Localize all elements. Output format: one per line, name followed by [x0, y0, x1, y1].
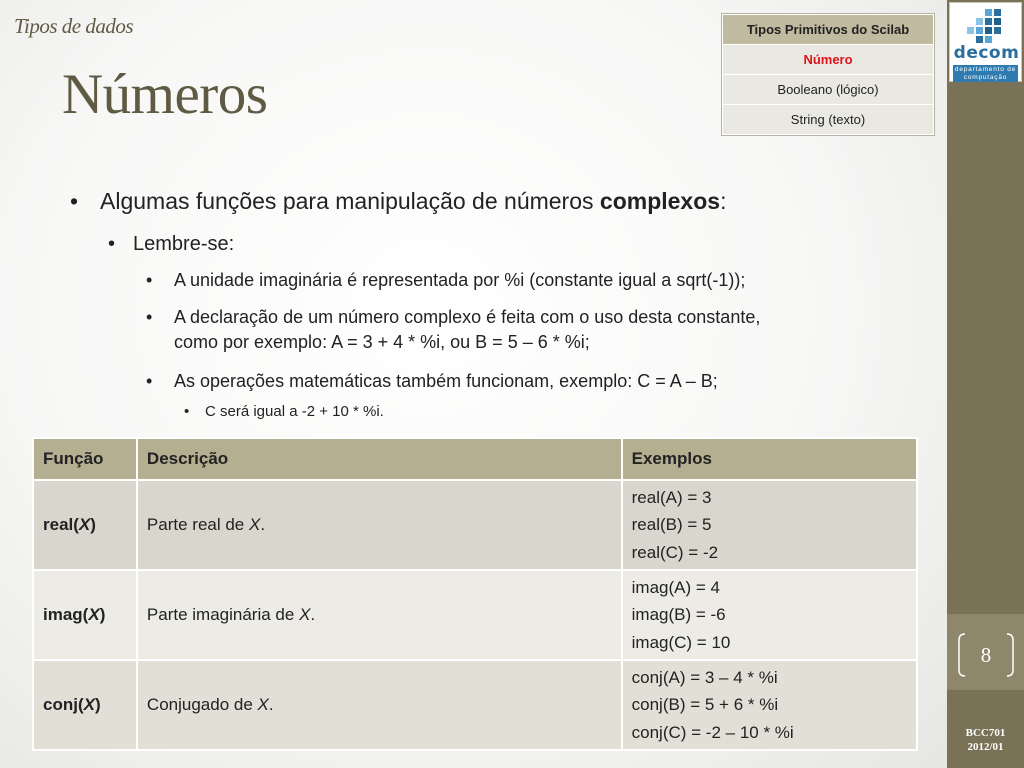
types-row-boolean: Booleano (lógico)	[723, 75, 934, 105]
example-line: real(C) = -2	[631, 542, 719, 562]
description-cell	[137, 660, 622, 750]
bullet-level1	[100, 188, 726, 215]
description-arg: X	[248, 515, 261, 534]
page-title: Números	[62, 63, 268, 126]
example-line: imag(A) = 4	[631, 577, 720, 597]
function-name: real(	[43, 515, 79, 534]
description-end: .	[268, 695, 274, 714]
description-text: Parte real de	[146, 515, 249, 534]
course-label	[949, 726, 1022, 754]
table-header-row	[33, 438, 917, 480]
table-row	[33, 480, 917, 570]
bullet-dot: •	[108, 233, 116, 255]
function-cell	[33, 660, 137, 750]
bullet-level4: C será igual a -2 + 10 * %i.	[205, 403, 384, 420]
function-arg: X	[88, 605, 100, 624]
function-close: )	[99, 605, 106, 624]
bullet-level1-colon: :	[720, 188, 727, 214]
course-term: 2012/01	[967, 741, 1004, 753]
table-row	[33, 660, 917, 750]
primitive-types-table	[722, 14, 934, 135]
example-line: conj(A) = 3 – 4 * %i	[631, 667, 778, 687]
column-header-examples: Exemplos	[622, 438, 917, 480]
function-cell	[33, 570, 137, 660]
column-header-function: Função	[33, 438, 137, 480]
logo-dots-icon	[963, 7, 1009, 47]
bullet-level2: Lembre-se:	[133, 233, 235, 255]
examples-cell	[622, 660, 917, 750]
logo-subtitle: departamento de computação	[954, 66, 1017, 81]
page-number: 8	[980, 643, 992, 667]
description-text: Parte imaginária de	[146, 605, 300, 624]
bullet-level1-bold: complexos	[599, 188, 721, 214]
examples-cell	[622, 480, 917, 570]
description-end: .	[310, 605, 316, 624]
bullet-level3-b-line1: A declaração de um número complexo é feita com o uso desta constante,	[174, 307, 761, 327]
column-header-description: Descrição	[137, 438, 622, 480]
description-arg: X	[299, 605, 311, 624]
function-arg: X	[78, 515, 91, 534]
bullet-dot: •	[146, 307, 153, 327]
function-close: )	[94, 695, 101, 714]
description-cell	[137, 480, 622, 570]
bullet-level3-b-line2: como por exemplo: A = 3 + 4 * %i, ou B = 5 – 6 * %i;	[174, 332, 590, 352]
course-code: BCC701	[965, 727, 1006, 739]
bullet-dot: •	[146, 270, 153, 290]
section-title: Tipos de dados	[14, 14, 134, 38]
bullet-level3-a: A unidade imaginária é representada por %i (constante igual a sqrt(-1));	[174, 270, 746, 290]
bullet-level3-c: As operações matemáticas também funcionam, exemplo: C = A – B;	[174, 371, 718, 391]
description-arg: X	[257, 695, 269, 714]
bullet-level3-b	[174, 305, 760, 355]
function-arg: X	[83, 695, 95, 714]
example-line: conj(B) = 5 + 6 * %i	[631, 695, 779, 715]
description-cell	[137, 570, 622, 660]
bullet-dot: •	[70, 188, 79, 214]
logo-word: decom	[953, 43, 1020, 63]
table-row	[33, 570, 917, 660]
function-cell	[33, 480, 137, 570]
function-name: imag(	[43, 605, 89, 624]
example-line: real(A) = 3	[631, 487, 712, 507]
types-row-number: Número	[723, 45, 934, 75]
types-row-string: String (texto)	[723, 105, 934, 135]
example-line: conj(C) = -2 – 10 * %i	[631, 722, 794, 742]
examples-cell	[622, 570, 917, 660]
example-line: imag(B) = -6	[631, 605, 726, 625]
bullet-dot: •	[184, 403, 190, 420]
bullet-dot: •	[146, 371, 153, 391]
bullet-level1-text: Algumas funções para manipulação de números	[100, 188, 600, 214]
types-table-header: Tipos Primitivos do Scilab	[723, 15, 934, 45]
description-text: Conjugado de	[146, 695, 258, 714]
example-line: real(B) = 5	[631, 515, 712, 535]
complex-functions-table	[32, 437, 918, 751]
function-close: )	[90, 515, 96, 534]
decom-logo	[949, 2, 1022, 82]
function-name: conj(	[43, 695, 84, 714]
description-end: .	[260, 515, 266, 534]
example-line: imag(C) = 10	[631, 632, 731, 652]
